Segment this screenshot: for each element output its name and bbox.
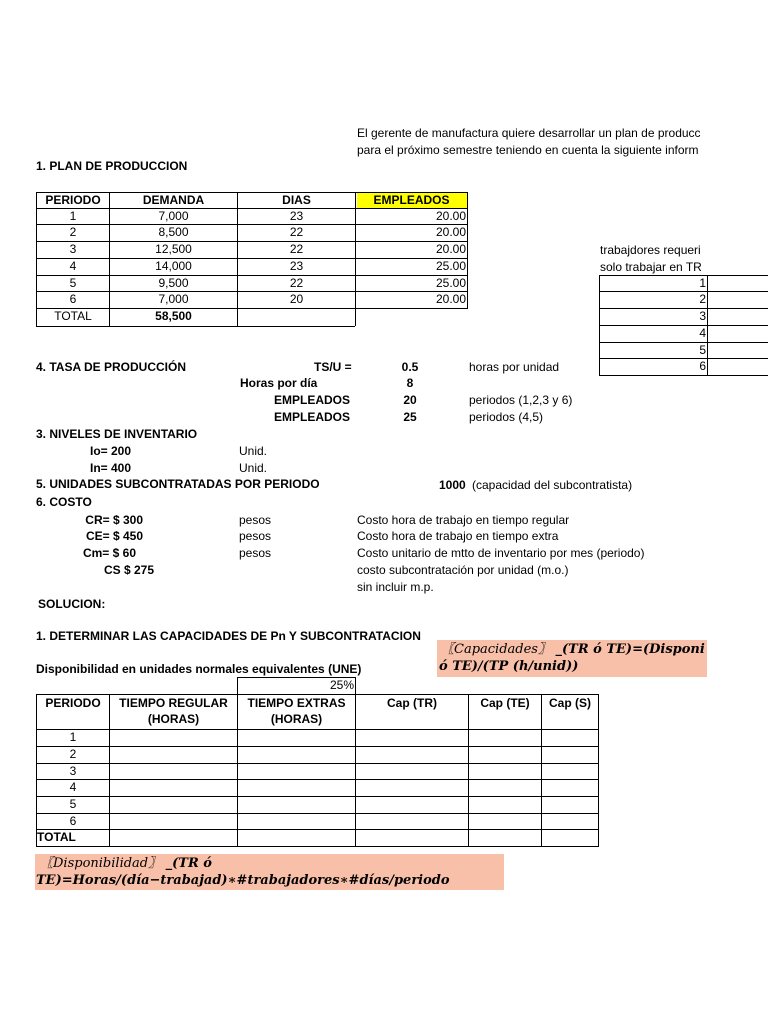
- formula-disponibilidad: [35, 854, 504, 890]
- tsu-label: TS/U =: [314, 360, 352, 374]
- plan-cell: 23: [289, 209, 304, 223]
- side-cell: 3: [699, 309, 706, 323]
- emp2-value: 25: [403, 410, 417, 424]
- cost-desc: costo subcontratación por unidad (m.o.): [357, 563, 569, 577]
- plan-cell: 7,000: [158, 292, 189, 306]
- section-5-title: 5. UNIDADES SUBCONTRATADAS POR PERIODO: [36, 477, 320, 491]
- subcontract-note: (capacidad del subcontratista): [472, 478, 633, 492]
- section-1-title: 1. PLAN DE PRODUCCION: [36, 159, 188, 173]
- cap-header-periodo: PERIODO: [45, 696, 101, 710]
- cap-header-tr-line-2: (HORAS): [147, 712, 200, 726]
- plan-cell: 1: [69, 209, 77, 223]
- emp2-label: EMPLEADOS: [274, 410, 351, 424]
- cap-header-cap-s: Cap (S): [549, 696, 591, 710]
- io-unit: Unid.: [239, 444, 268, 458]
- cost-label: CE= $ 450: [85, 529, 143, 543]
- side-cell: 4: [699, 326, 706, 340]
- plan-cell: 5: [69, 276, 77, 290]
- section-6-title: 6. COSTO: [36, 495, 92, 509]
- side-cell: 6: [699, 359, 706, 373]
- plan-cell: 22: [289, 225, 304, 239]
- plan-cell: 22: [289, 242, 304, 256]
- total-demanda: 58,500: [155, 309, 192, 323]
- plan-cell: 12,500: [155, 242, 192, 256]
- cost-desc: Costo hora de trabajo en tiempo regular: [357, 513, 570, 527]
- plan-cell: 7,000: [158, 209, 189, 223]
- formula-2-part-3: TE)=Horas/(día−trabajad)∗#trabajadores∗#días/periodo: [36, 873, 450, 888]
- formula-2-part-2: _(TR ó: [165, 856, 212, 871]
- side-table-line-1: trabajdores requeri: [600, 243, 701, 257]
- step-1-title: 1. DETERMINAR LAS CAPACIDADES DE Pn Y SUBCONTRATACION: [36, 629, 421, 643]
- formula-1-part-1: 〖Capacidades〗: [441, 642, 551, 657]
- cap-period-cell: 3: [69, 764, 77, 778]
- formula-capacidades: [437, 640, 707, 677]
- emp2-note: periodos (4,5): [469, 410, 544, 424]
- in-unit: Unid.: [239, 461, 268, 475]
- emp1-value: 20: [403, 393, 417, 407]
- col-header-empleados: EMPLEADOS: [373, 193, 450, 207]
- side-cell: 1: [699, 276, 706, 290]
- plan-cell: 4: [69, 259, 77, 273]
- total-label: TOTAL: [54, 309, 92, 323]
- cost-unit: pesos: [239, 529, 272, 543]
- cap-period-cell: 5: [69, 797, 77, 811]
- horas-value: 8: [406, 376, 414, 390]
- cap-total-label: TOTAL: [37, 830, 76, 844]
- subcontract-value: 1000: [439, 478, 466, 492]
- formula-2-part-1: 〖Disponibilidad〗: [40, 856, 162, 871]
- intro-line-2: para el próximo semestre teniendo en cuenta la siguiente inform: [357, 143, 699, 157]
- plan-cell: 25.00: [435, 276, 466, 290]
- col-header-demanda: DEMANDA: [142, 193, 205, 207]
- une-label: Disponibilidad en unidades normales equivalentes (UNE): [36, 662, 362, 676]
- cost-label: Cm= $ 60: [82, 546, 136, 560]
- plan-cell: 20.00: [435, 292, 466, 306]
- plan-cell: 20.00: [435, 225, 466, 239]
- plan-cell: 22: [289, 276, 304, 290]
- io-label: Io= 200: [90, 444, 132, 458]
- side-cell: 2: [699, 292, 706, 306]
- cap-header-cap-te: Cap (TE): [480, 696, 530, 710]
- cap-period-cell: 1: [69, 730, 77, 744]
- tsu-unit: horas por unidad: [469, 360, 560, 374]
- horas-label: Horas por día: [240, 376, 318, 390]
- section-4-title: 4. TASA DE PRODUCCIÓN: [36, 360, 187, 374]
- cap-header-te-line-2: (HORAS): [270, 712, 323, 726]
- side-table-line-2: solo trabajar en TR: [600, 260, 702, 274]
- plan-cell: 20.00: [435, 209, 466, 223]
- tsu-value: 0.5: [401, 360, 419, 374]
- col-header-dias: DIAS: [282, 193, 311, 207]
- in-label: In= 400: [90, 461, 132, 475]
- cap-header-cap-tr: Cap (TR): [387, 696, 437, 710]
- solucion-title: SOLUCION:: [38, 597, 106, 611]
- plan-cell: 3: [69, 242, 77, 256]
- plan-cell: 25.00: [435, 259, 466, 273]
- plan-cell: 8,500: [158, 225, 189, 239]
- cap-period-cell: 6: [69, 814, 77, 828]
- formula-1-part-3: ó TE)/(TP (h/unid)): [439, 659, 579, 674]
- cost-unit: pesos: [239, 513, 272, 527]
- cost-desc-extra: sin incluir m.p.: [357, 580, 434, 594]
- cost-desc: Costo hora de trabajo en tiempo extra: [357, 529, 559, 543]
- plan-cell: 6: [69, 292, 77, 306]
- emp1-note: periodos (1,2,3 y 6): [469, 393, 573, 407]
- plan-cell: 23: [289, 259, 304, 273]
- cost-desc: Costo unitario de mtto de inventario por mes (periodo): [357, 546, 645, 560]
- plan-cell: 9,500: [158, 276, 189, 290]
- cost-unit: pesos: [239, 546, 272, 560]
- plan-cell: 14,000: [155, 259, 192, 273]
- intro-line-1: El gerente de manufactura quiere desarrollar un plan de producc: [357, 126, 701, 140]
- cap-header-te-line-1: TIEMPO EXTRAS: [247, 696, 346, 710]
- section-3-title: 3. NIVELES DE INVENTARIO: [36, 427, 198, 441]
- formula-1-part-2: _(TR ó TE)=(Disponi: [555, 642, 705, 657]
- side-cell: 5: [699, 343, 706, 357]
- col-header-periodo: PERIODO: [45, 193, 101, 207]
- plan-cell: 2: [69, 225, 77, 239]
- cap-header-tr-line-1: TIEMPO REGULAR: [119, 696, 228, 710]
- percent-cell: 25%: [329, 678, 354, 692]
- plan-cell: 20.00: [435, 242, 466, 256]
- cost-label: CS $ 275: [103, 563, 154, 577]
- cap-period-cell: 2: [69, 747, 77, 761]
- emp1-label: EMPLEADOS: [274, 393, 351, 407]
- cap-period-cell: 4: [69, 780, 77, 794]
- plan-cell: 20: [289, 292, 304, 306]
- cost-label: CR= $ 300: [85, 513, 143, 527]
